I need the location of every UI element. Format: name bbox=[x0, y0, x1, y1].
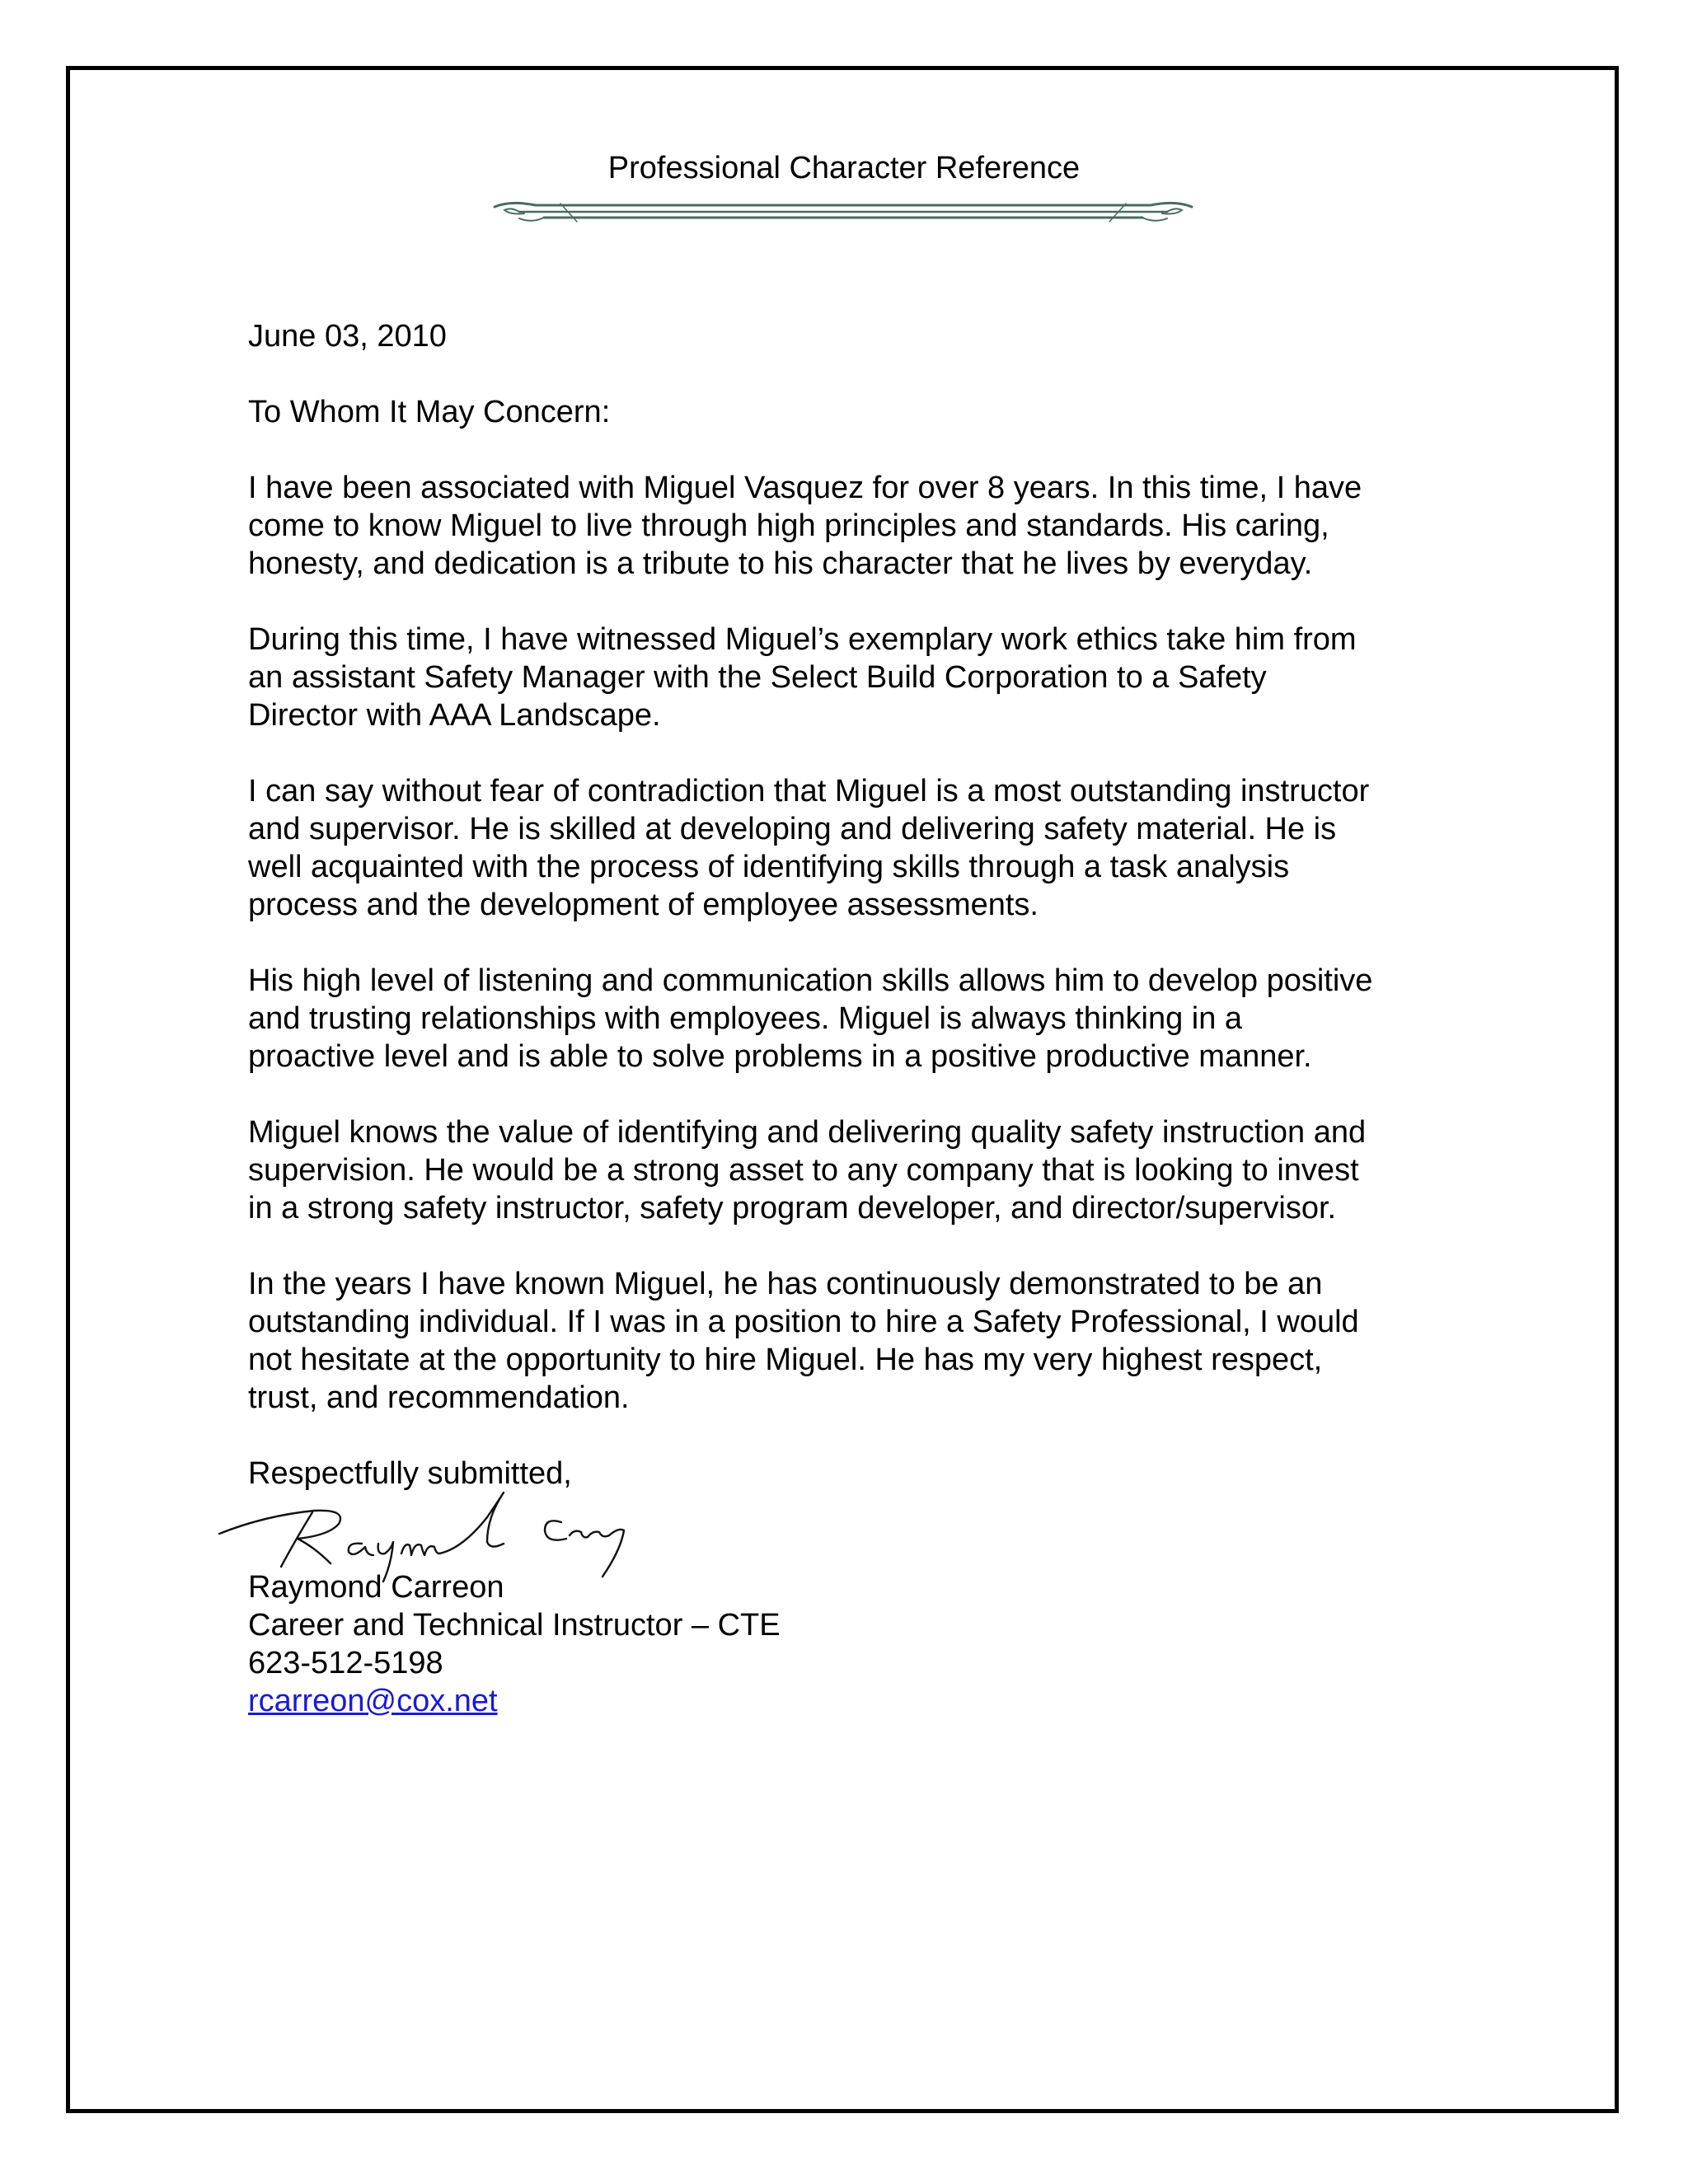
signer-email-link[interactable]: rcarreon@cox.net bbox=[248, 1684, 498, 1718]
paragraph-2: During this time, I have witnessed Miguel’s exemplary work ethics take him from an assistant Safety Manager with the Select Build Corporation to a Safety Director with AAA Landscape. bbox=[248, 622, 1357, 733]
signature-area bbox=[248, 1493, 1468, 1568]
page-title: Professional Character Reference bbox=[607, 151, 1081, 185]
paragraph-5: Miguel knows the value of identifying and delivering quality safety instruction and supervision. He would be a strong asset to any company that is looking to invest in a strong safety instructor, safety program developer, and director/supervisor. bbox=[248, 1115, 1367, 1226]
letter-date: June 03, 2010 bbox=[248, 319, 447, 354]
paragraph-4: His high level of listening and communication skills allows him to develop positive and trusting relationships with employees. Miguel is always thinking in a proactive level and is able to solve problems in a positive productive manner. bbox=[248, 963, 1373, 1074]
paragraph-1: I have been associated with Miguel Vasquez for over 8 years. In this time, I have come to know Miguel to live through high principles and standards. His caring, honesty, and dedication is a tribute to his character that he lives by everyday. bbox=[248, 471, 1362, 581]
signer-name: Raymond Carreon bbox=[248, 1570, 504, 1605]
closing: Respectfully submitted, bbox=[248, 1456, 572, 1491]
salutation: To Whom It May Concern: bbox=[248, 395, 611, 429]
letter-body bbox=[248, 317, 1468, 1720]
decorative-rule-icon bbox=[486, 195, 1200, 228]
paragraph-6: In the years I have known Miguel, he has continuously demonstrated to be an outstanding individual. If I was in a position to hire a Safety Professional, I would not hesitate at the opportunity to hire Miguel. He has my very highest respect, trust, and recommendation. bbox=[248, 1267, 1359, 1415]
paragraph-3: I can say without fear of contradiction that Miguel is a most outstanding instructor and supervisor. He is skilled at developing and delivering safety material. He is well acquainted with the process of identifying skills through a task analysis process and the development of employee assessments. bbox=[248, 774, 1370, 922]
handwritten-signature-icon bbox=[215, 1484, 759, 1591]
signer-title: Career and Technical Instructor – CTE bbox=[248, 1608, 781, 1643]
signer-phone: 623-512-5198 bbox=[248, 1646, 443, 1680]
